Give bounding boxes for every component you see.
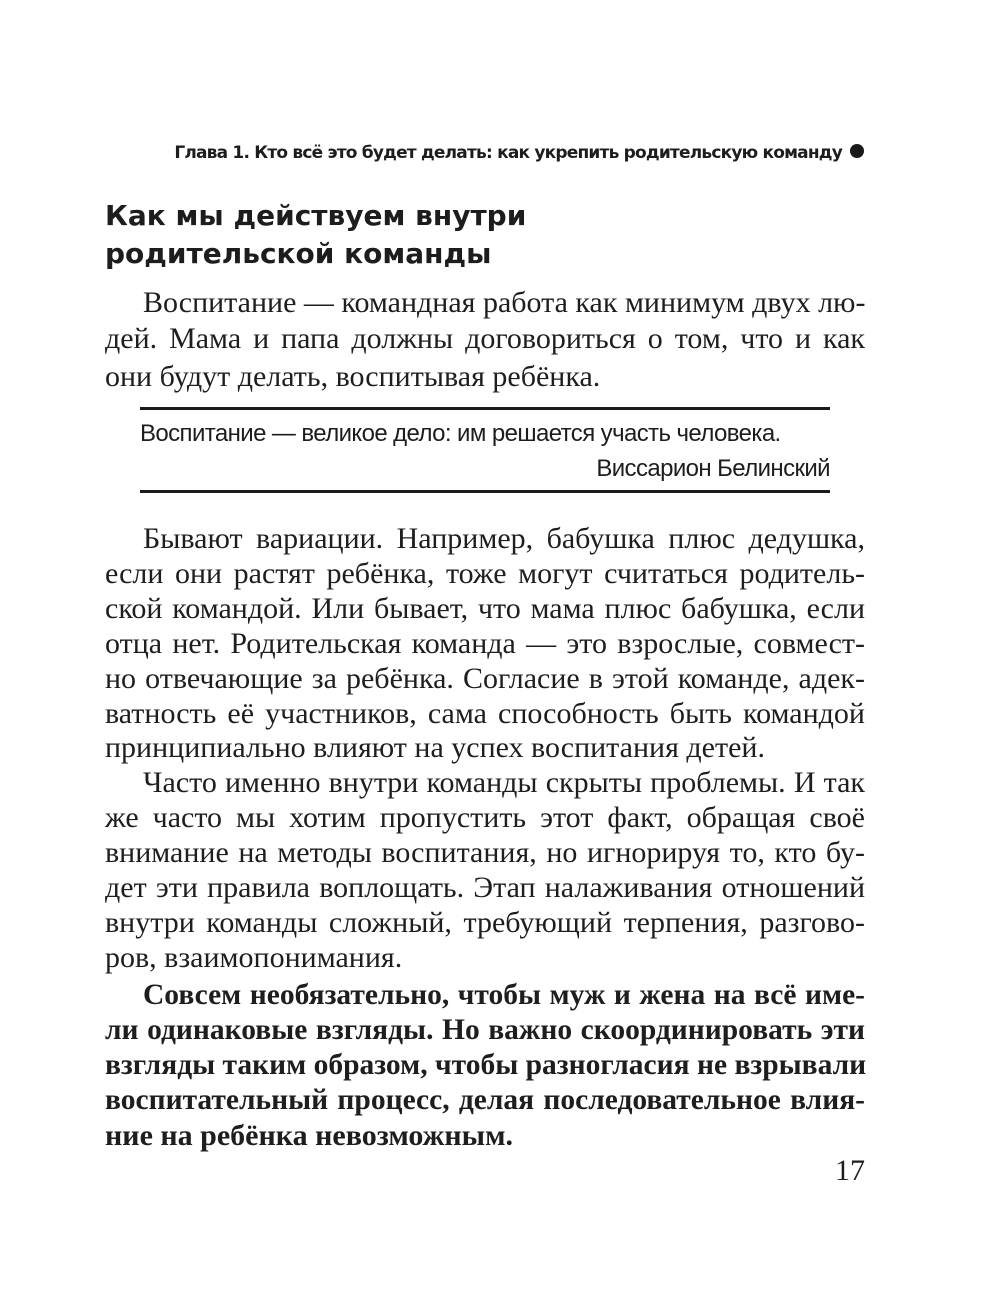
text-line: Воспитание — командная работа как минимум двух лю- (143, 286, 866, 319)
section-title (105, 197, 705, 273)
epigraph-top-rule (140, 407, 830, 410)
epigraph-author: Виссарион Белинский (596, 455, 830, 482)
text-line: же часто мы хотим пропустить этот факт, обращая своё (105, 801, 865, 834)
text-line: воспитательный процесс, делая последовательное влия- (105, 1084, 865, 1116)
text-line: взгляды таким образом, чтобы разногласия не взрывали (105, 1049, 867, 1081)
text-line: Совсем необязательно, чтобы муж и жена на всё име- (143, 979, 865, 1011)
text-line: ватность её участников, сама способность быть командой (105, 697, 865, 730)
text-line: ской командой. Или бывает, что мама плюс бабушка, если (105, 592, 865, 625)
text-line: принципиально влияют на успех воспитания детей. (105, 731, 765, 764)
text-line: ров, взаимопонимания. (105, 941, 403, 974)
text-line: внутри команды сложный, требующий терпения, разгово- (105, 906, 865, 939)
text-line: внимание на методы воспитания, но игнорируя то, кто бу- (105, 836, 865, 869)
running-header-text: Глава 1. Кто всё это будет делать: как укрепить родительскую команду (174, 143, 842, 163)
section-title-line-1: Как мы действуем внутри (105, 199, 527, 232)
text-line: Часто именно внутри команды скрыты проблемы. И так (143, 766, 865, 799)
text-line: если они растят ребёнка, тоже могут считаться родитель- (105, 557, 865, 590)
text-line: ние на ребёнка невозможным. (105, 1119, 514, 1152)
text-line: дей. Мама и папа должны договориться о том, что и как (105, 322, 865, 355)
text-line: отца нет. Родительская команда — это взрослые, совмест- (105, 627, 865, 660)
text-line: Бывают вариации. Например, бабушка плюс дедушка, (143, 522, 865, 555)
bullet-icon (850, 144, 864, 158)
text-line: ли одинаковые взгляды. Но важно скоординировать эти (105, 1014, 865, 1046)
epigraph-quote: Воспитание — великое дело: им решается участь человека. (140, 420, 781, 447)
text-line: они будут делать, воспитывая ребёнка. (105, 360, 601, 393)
section-title-line-2: родительской команды (105, 237, 492, 270)
page-number: 17 (835, 1154, 865, 1187)
epigraph-bottom-rule (140, 490, 830, 493)
text-line: дет эти правила воплощать. Этап налаживания отношений (105, 871, 865, 904)
text-line: но отвечающие за ребёнка. Согласие в этой команде, адек- (105, 662, 865, 695)
running-header (140, 133, 864, 173)
